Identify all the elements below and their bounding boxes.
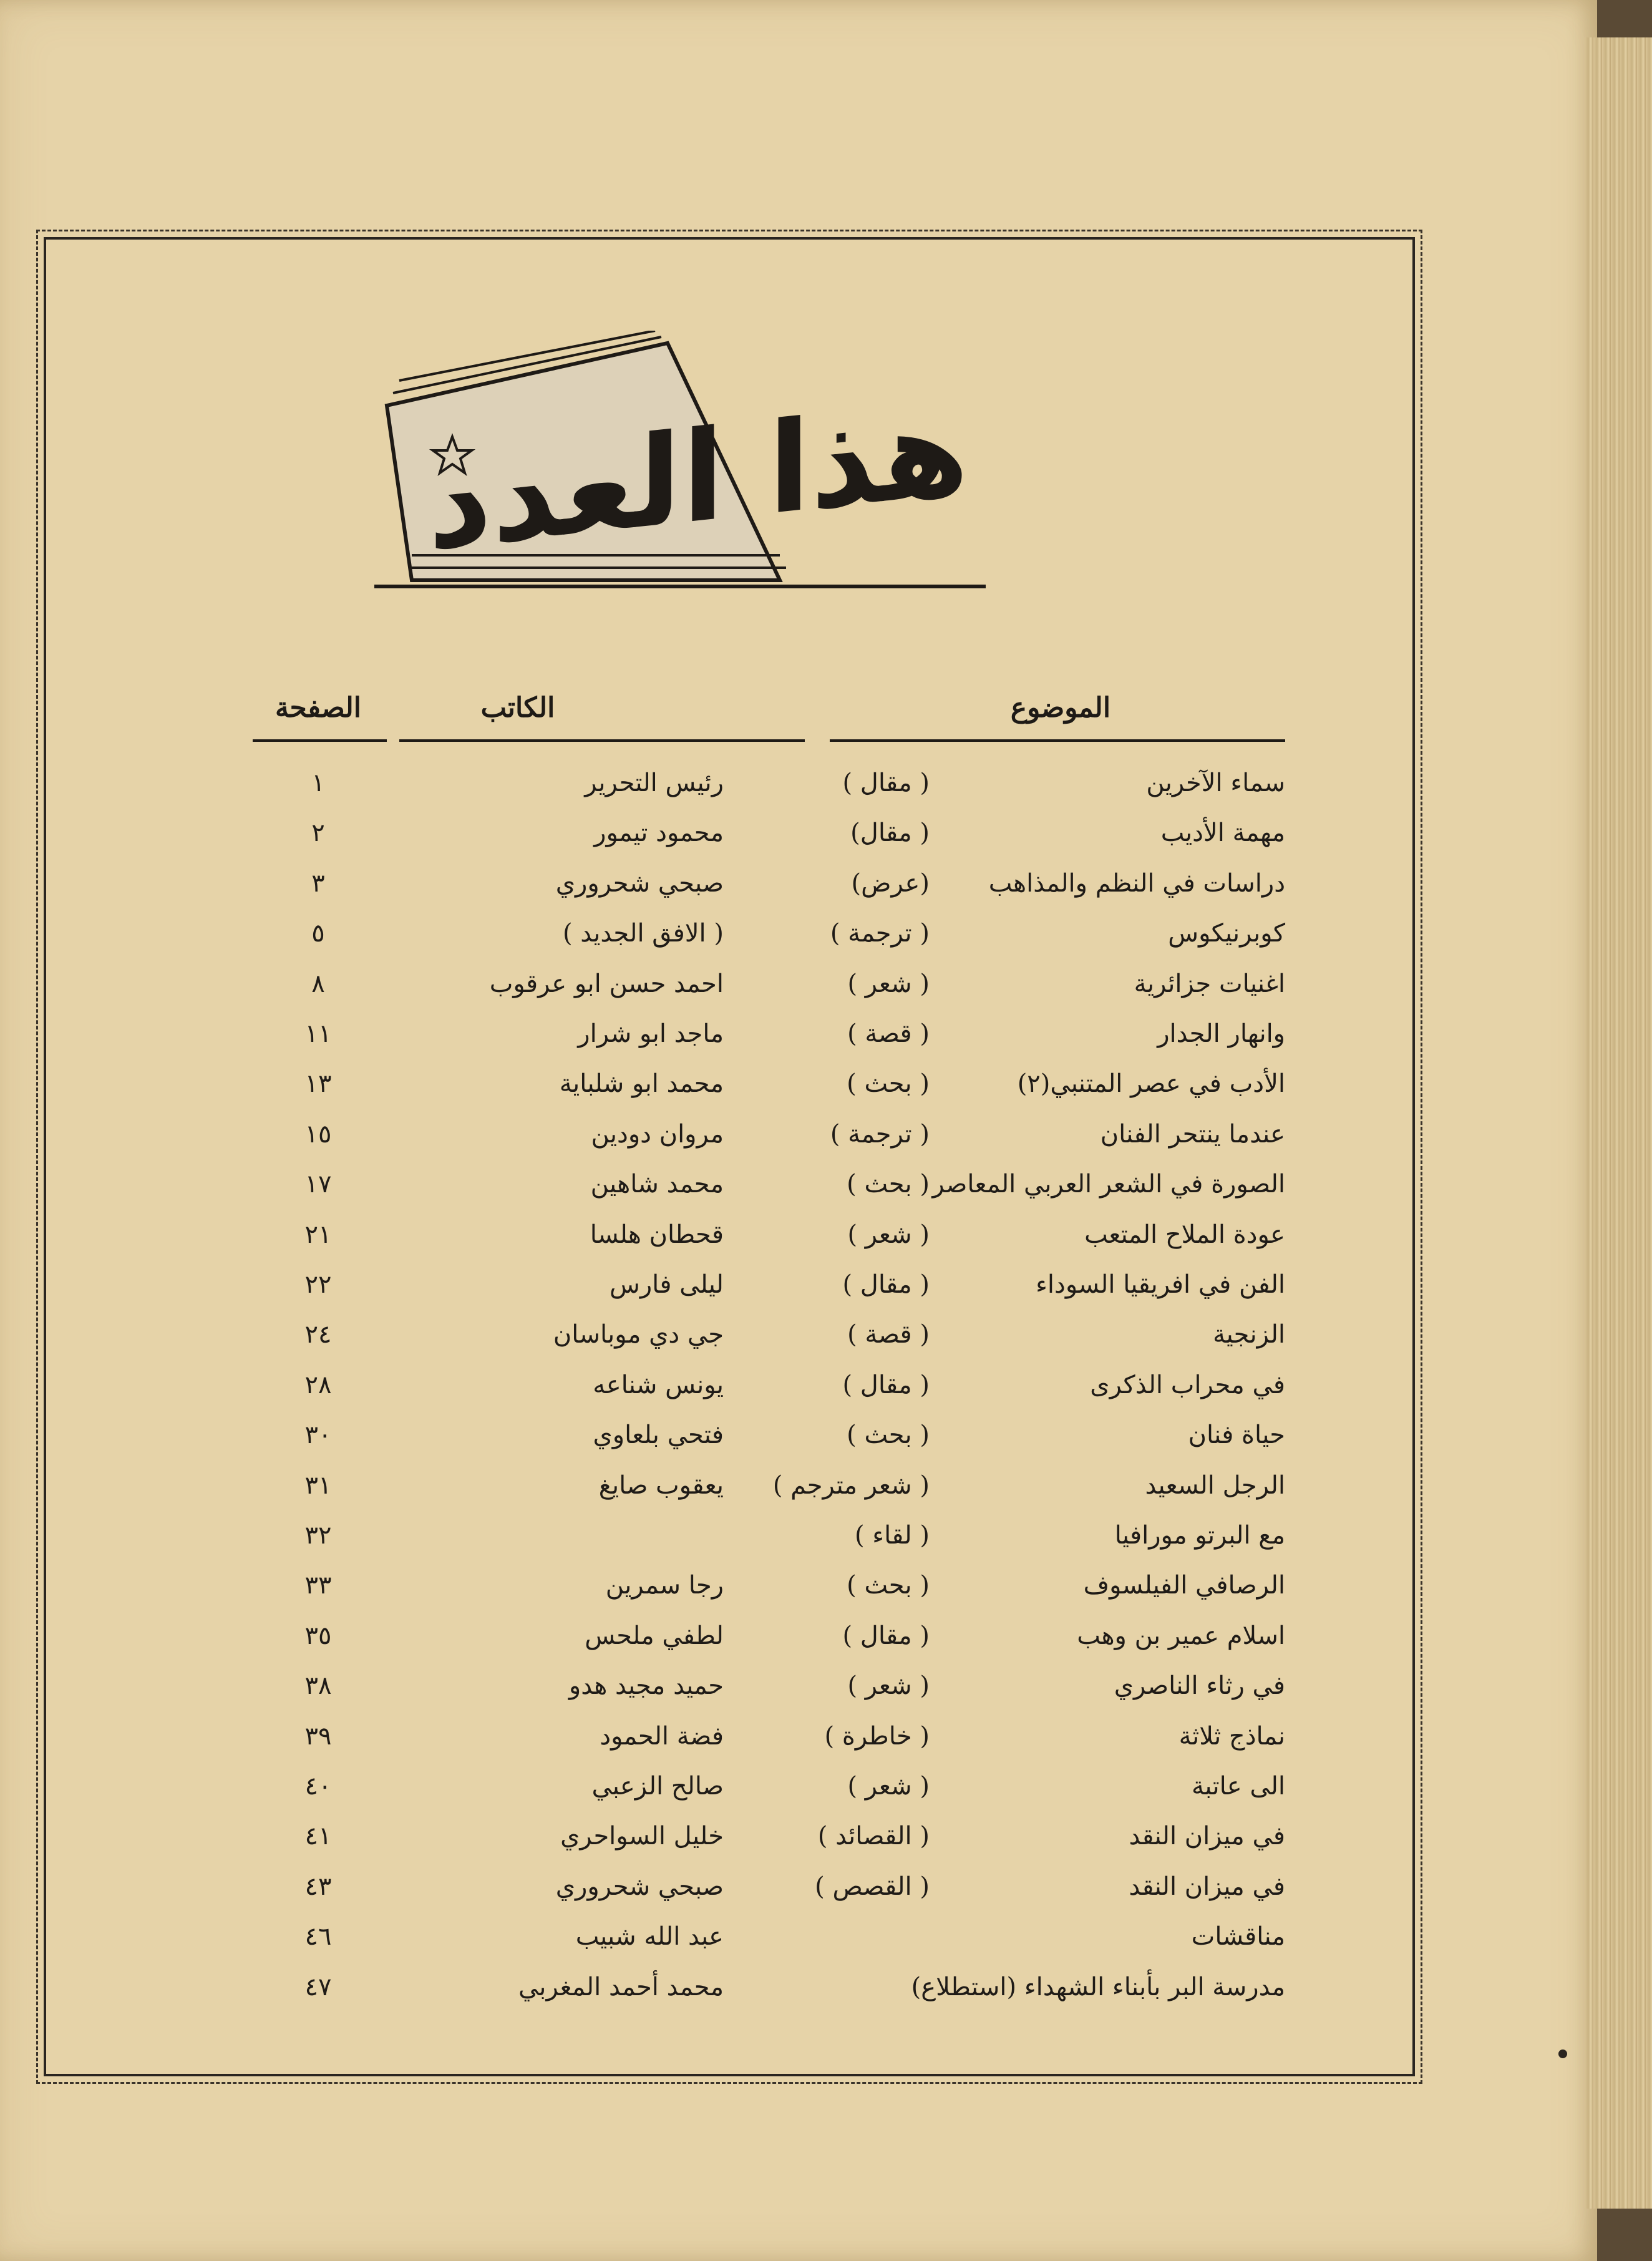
row-author: حميد مجيد هدو — [568, 1671, 724, 1701]
row-author: محمد أحمد المغربي — [518, 1972, 724, 2001]
table-row — [0, 1761, 1597, 1811]
row-type: ( قصة ) — [847, 1019, 930, 1048]
table-row — [0, 1159, 1597, 1209]
header-page: الصفحة — [275, 692, 362, 724]
row-page: ٢١ — [304, 1220, 332, 1249]
table-row — [0, 1410, 1597, 1460]
header-underline-topic — [830, 739, 1285, 742]
masthead-title: هذا العدد — [428, 376, 969, 579]
row-topic: كوبرنيكوس — [1168, 919, 1285, 948]
row-author: محمود تيمور — [594, 819, 724, 848]
row-author: جي دي موباسان — [553, 1320, 724, 1349]
row-type: ( ترجمة ) — [830, 1119, 930, 1149]
table-row — [0, 758, 1597, 808]
row-topic: نماذج ثلاثة — [1178, 1721, 1285, 1751]
row-type: ( شعر ) — [847, 1220, 930, 1249]
row-page: ١٣ — [304, 1069, 332, 1099]
row-topic: الرصافي الفيلسوف — [1083, 1571, 1285, 1600]
row-topic: مدرسة البر بأبناء الشهداء (استطلاع) — [911, 1972, 1285, 2001]
ink-dot — [1558, 2049, 1567, 2058]
row-page: ٣٨ — [304, 1671, 332, 1701]
row-author: محمد شاهين — [590, 1170, 724, 1199]
row-page: ١ — [311, 769, 325, 797]
row-type: ( شعر ) — [847, 969, 930, 998]
row-page: ٤٦ — [304, 1922, 332, 1952]
row-author: احمد حسن ابو عرقوب — [489, 969, 724, 998]
row-type — [774, 1962, 930, 2012]
row-author: يونس شناعه — [593, 1370, 724, 1399]
table-row — [0, 1310, 1597, 1359]
row-author: فضة الحمود — [600, 1721, 724, 1751]
table-row — [0, 1510, 1597, 1560]
row-topic: مناقشات — [1191, 1922, 1285, 1952]
row-type: ( شعر ) — [847, 1671, 930, 1701]
row-type: ( القصائد ) — [817, 1822, 930, 1851]
row-author — [399, 1510, 724, 1560]
row-type: ( قصة ) — [847, 1320, 930, 1349]
row-topic: الفن في افريقيا السوداء — [1036, 1270, 1285, 1299]
page-edges — [1585, 37, 1652, 2209]
row-page: ١١ — [304, 1019, 332, 1048]
table-row — [0, 1711, 1597, 1761]
row-page: ٨ — [311, 969, 325, 998]
row-author: صبحي شحروري — [555, 1872, 724, 1901]
row-topic: الأدب في عصر المتنبي(٢) — [1017, 1069, 1285, 1099]
row-type: ( القصص ) — [815, 1872, 930, 1901]
row-topic: سماء الآخرين — [1146, 769, 1285, 797]
row-page: ٣٣ — [304, 1571, 332, 1600]
table-row — [0, 959, 1597, 1009]
row-author: مروان دودين — [591, 1119, 724, 1149]
row-type: ( مقال ) — [842, 769, 930, 797]
table-row — [0, 1109, 1597, 1159]
row-page: ٤٧ — [304, 1972, 332, 2001]
table-row — [0, 1210, 1597, 1260]
row-page: ٣١ — [304, 1471, 332, 1500]
table-row — [0, 1260, 1597, 1310]
row-topic: عندما ينتحر الفنان — [1100, 1119, 1285, 1149]
row-type: ( بحث ) — [847, 1170, 930, 1199]
row-author: محمد ابو شلباية — [559, 1069, 724, 1099]
row-topic: الزنجية — [1213, 1320, 1285, 1349]
row-type: ( مقال ) — [842, 1370, 930, 1399]
table-row — [0, 1962, 1597, 2012]
table-row — [0, 1862, 1597, 1912]
table-header — [0, 683, 1597, 733]
table-row — [0, 808, 1597, 858]
table-row — [0, 1912, 1597, 1962]
row-page: ٤٣ — [304, 1872, 332, 1901]
row-topic: الصورة في الشعر العربي المعاصر — [932, 1170, 1285, 1199]
row-type: ( شعر ) — [847, 1772, 930, 1801]
table-row — [0, 1360, 1597, 1410]
row-type: ( مقال ) — [842, 1270, 930, 1299]
table-row — [0, 1611, 1597, 1661]
header-topic: الموضوع — [1010, 692, 1111, 724]
row-type: ( بحث ) — [847, 1069, 930, 1099]
row-page: ٢٨ — [304, 1370, 332, 1399]
row-page: ٤٠ — [304, 1772, 332, 1801]
row-topic: في رثاء الناصري — [1114, 1671, 1285, 1701]
row-author: يعقوب صايغ — [598, 1471, 724, 1500]
row-page: ١٥ — [304, 1119, 332, 1149]
masthead — [374, 331, 1023, 599]
table-row — [0, 1811, 1597, 1861]
row-author: صبحي شحروري — [555, 868, 724, 898]
row-type: ( ترجمة ) — [830, 919, 930, 948]
table-row — [0, 858, 1597, 908]
header-underline-page — [253, 739, 387, 742]
row-topic: في محراب الذكرى — [1090, 1370, 1285, 1399]
row-type: ( شعر مترجم ) — [772, 1471, 930, 1500]
row-topic: وانهار الجدار — [1157, 1019, 1285, 1048]
row-author: لطفي ملحس — [585, 1621, 724, 1650]
header-underline-author — [399, 739, 805, 742]
row-topic: حياة فنان — [1188, 1421, 1285, 1450]
row-type: ( خاطرة ) — [824, 1721, 930, 1751]
row-page: ٣٠ — [304, 1421, 332, 1450]
header-author: الكاتب — [480, 692, 555, 724]
row-topic: اسلام عمير بن وهب — [1077, 1621, 1285, 1650]
row-page: ١٧ — [304, 1170, 332, 1199]
row-topic: الرجل السعيد — [1145, 1471, 1285, 1500]
row-author: صالح الزعبي — [591, 1772, 724, 1801]
row-page: ٣٥ — [304, 1621, 332, 1650]
table-row — [0, 1059, 1597, 1109]
row-type — [774, 1912, 930, 1962]
row-page: ٣ — [311, 868, 325, 898]
row-page: ٣٩ — [304, 1721, 332, 1751]
row-author: فتحي بلعاوي — [593, 1421, 724, 1450]
row-type: ( بحث ) — [847, 1421, 930, 1450]
row-author: ليلى فارس — [609, 1270, 724, 1299]
row-page: ٥ — [311, 919, 325, 948]
row-author: رجا سمرين — [605, 1571, 724, 1600]
table-row — [0, 1661, 1597, 1711]
row-author: عبد الله شبيب — [575, 1922, 724, 1952]
table-row — [0, 1009, 1597, 1059]
row-topic: في ميزان النقد — [1129, 1872, 1285, 1901]
row-type: (عرض) — [851, 868, 930, 898]
row-author: قحطان هلسا — [590, 1220, 724, 1249]
row-page: ٢٤ — [304, 1320, 332, 1349]
row-topic: الى عاتبة — [1191, 1772, 1285, 1801]
row-type: ( بحث ) — [847, 1571, 930, 1600]
row-type: ( لقاء ) — [854, 1521, 930, 1550]
row-topic: في ميزان النقد — [1129, 1822, 1285, 1851]
row-topic: مهمة الأديب — [1160, 819, 1285, 848]
table-row — [0, 1560, 1597, 1610]
table-row — [0, 908, 1597, 958]
row-type: ( مقال ) — [842, 1621, 930, 1650]
table-row — [0, 1461, 1597, 1510]
row-topic: اغنيات جزائرية — [1134, 969, 1285, 998]
row-author: رئيس التحرير — [585, 769, 724, 797]
row-page: ٣٢ — [304, 1521, 332, 1550]
row-page: ٢٢ — [304, 1270, 332, 1299]
row-page: ٢ — [311, 819, 325, 848]
row-type: ( مقال) — [850, 819, 930, 848]
row-topic: مع البرتو مورافيا — [1114, 1521, 1285, 1550]
row-page: ٤١ — [304, 1822, 332, 1851]
row-author: ماجد ابو شرار — [578, 1019, 724, 1048]
row-topic: عودة الملاح المتعب — [1084, 1220, 1285, 1249]
row-author: خليل السواحري — [560, 1822, 724, 1851]
row-author: ( الافق الجديد ) — [562, 919, 724, 948]
row-topic: دراسات في النظم والمذاهب — [988, 868, 1285, 898]
